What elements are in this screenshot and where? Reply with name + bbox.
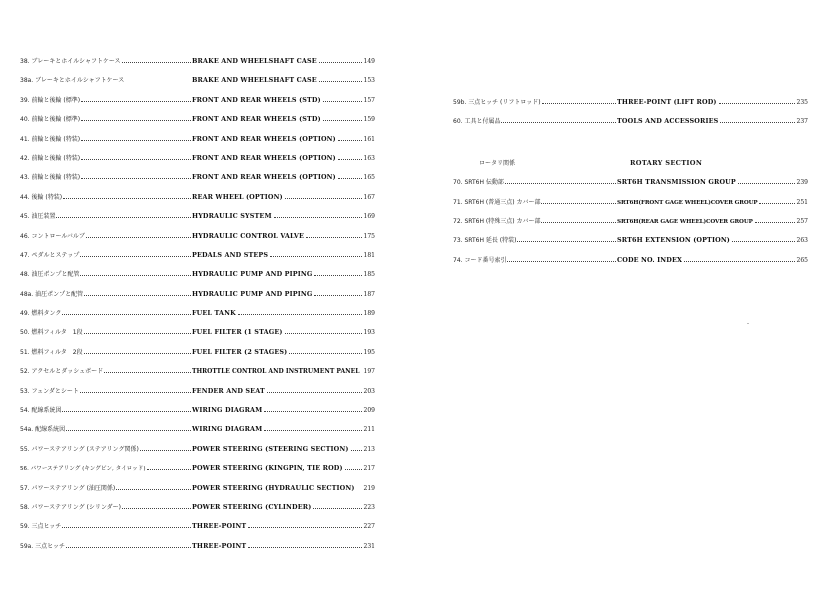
entry-en-title: PEDALS AND STEPS (192, 250, 269, 259)
leader-dots (517, 241, 616, 242)
leader-dots (323, 101, 362, 102)
entry-jp-title: 53. フェンダとシート (20, 387, 79, 395)
entry-en-title: BRAKE AND WHEELSHAFT CASE (192, 57, 317, 65)
leader-dots (248, 547, 361, 548)
index-entry (20, 459, 375, 478)
entry-page-number: 185 (363, 271, 375, 279)
index-entry (20, 440, 375, 459)
leader-dots (732, 241, 795, 242)
entry-en-title: POWER STEERING (HYDRAULIC SECTION) (192, 483, 355, 492)
entry-page-number: 159 (363, 116, 375, 124)
entry-en-title: THROTTLE CONTROL AND INSTRUMENT PANEL (192, 368, 360, 376)
right-column-index (453, 93, 808, 270)
entry-en-title: SRT6H(FRONT GAGE WHEEL)COVER GROUP (617, 199, 758, 206)
leader-dots (264, 430, 361, 431)
index-entry (453, 112, 808, 131)
leader-dots (345, 469, 362, 470)
entry-page-number: 231 (363, 542, 375, 550)
leader-dots (541, 222, 616, 223)
rotary-section-heading (453, 154, 808, 173)
index-entry (20, 71, 375, 90)
leader-dots (338, 178, 362, 179)
leader-dots (270, 256, 361, 257)
leader-dots (738, 183, 795, 184)
entry-en-title: HYDRAULIC CONTROL VALVE (192, 231, 305, 240)
leader-dots (80, 275, 191, 276)
index-entry (20, 110, 375, 129)
index-entry (20, 227, 375, 246)
index-entry (20, 498, 375, 517)
entry-page-number: 251 (796, 198, 808, 206)
entry-page-number: 187 (363, 290, 375, 298)
entry-en-title: HYDRAULIC PUMP AND PIPING (192, 270, 313, 279)
index-entry (453, 93, 808, 112)
entry-en-title: BRAKE AND WHEELSHAFT CASE (192, 76, 317, 85)
entry-page-number: 175 (363, 232, 375, 240)
leader-dots (84, 333, 191, 334)
leader-dots (338, 140, 362, 141)
entry-en-title: FRONT AND REAR WHEELS (OPTION) (192, 153, 336, 162)
entry-page-number: 209 (363, 407, 375, 415)
entry-en-title: FRONT AND REAR WHEELS (STD) (192, 115, 321, 124)
entry-jp-title: 57. パワーステアリング (油圧関係) (20, 484, 116, 492)
entry-jp-title: 40. 前輪と後輪 (標準) (20, 116, 81, 124)
entry-jp-title: 45. 油圧装置 (20, 213, 56, 221)
leader-dots (267, 392, 362, 393)
index-entry (20, 517, 375, 536)
index-entry (20, 265, 375, 284)
entry-page-number: 169 (363, 213, 375, 221)
leader-dots (505, 183, 616, 184)
entry-page-number: 265 (796, 256, 808, 264)
entry-jp-title: 49. 燃料タンク (20, 310, 62, 318)
entry-en-title: TOOLS AND ACCESSORIES (617, 117, 719, 126)
entry-en-title: POWER STEERING (CYLINDER) (192, 502, 312, 511)
entry-jp-title: 38a. ブレーキとホイルシャフトケース (20, 77, 125, 85)
index-entry (453, 212, 808, 231)
leader-dots (264, 411, 361, 412)
entry-page-number: 257 (796, 217, 808, 225)
entry-jp-title: 42. 前輪と後輪 (特装) (20, 154, 81, 162)
entry-page-number: 163 (363, 154, 375, 162)
index-entry (20, 537, 375, 556)
entry-en-title: THREE-POINT (192, 522, 247, 531)
index-entry (20, 343, 375, 362)
entry-jp-title: 73. SRT6H 延長 (特装) (453, 237, 517, 245)
entry-page-number: 195 (363, 348, 375, 356)
index-entry (20, 382, 375, 401)
leader-dots (755, 222, 795, 223)
entry-en-title: FRONT AND REAR WHEELS (OPTION) (192, 134, 336, 143)
entry-page-number: 181 (363, 251, 375, 259)
entry-page-number: 213 (363, 445, 375, 453)
leader-dots (338, 159, 362, 160)
index-entry (20, 168, 375, 187)
leader-dots (285, 198, 362, 199)
leader-dots (507, 261, 616, 262)
leader-dots (81, 101, 191, 102)
entry-en-title: FRONT AND REAR WHEELS (STD) (192, 95, 321, 104)
index-entry (20, 362, 375, 381)
entry-jp-title: 54a. 配線系統図 (20, 426, 66, 434)
index-entry (20, 188, 375, 207)
entry-jp-title: 50. 燃料フィルタ 1段 (20, 329, 83, 337)
index-entry (20, 323, 375, 342)
entry-page-number: 219 (363, 484, 375, 492)
entry-en-title: SRT6H EXTENSION (OPTION) (617, 236, 730, 245)
entry-jp-title: 44. 後輪 (特装) (20, 193, 63, 201)
index-entry (20, 91, 375, 110)
leader-dots (86, 237, 191, 238)
entry-jp-title: 59a. 三点ヒッチ (20, 542, 65, 550)
leader-dots (80, 392, 191, 393)
entry-jp-title: 51. 燃料フィルタ 2段 (20, 348, 83, 356)
entry-page-number: 165 (363, 174, 375, 182)
leader-dots (84, 295, 191, 296)
leader-dots (56, 217, 191, 218)
entry-en-title: SRT6H TRANSMISSION GROUP (617, 178, 736, 187)
leader-dots (319, 81, 362, 82)
index-entry (20, 207, 375, 226)
leader-dots (84, 353, 191, 354)
leader-dots (314, 275, 361, 276)
entry-en-title: HYDRAULIC PUMP AND PIPING (192, 289, 313, 298)
entry-page-number: 203 (363, 387, 375, 395)
entry-jp-title: 43. 前輪と後輪 (特装) (20, 174, 81, 182)
entry-jp-title: 41. 前輪と後輪 (特装) (20, 135, 81, 143)
entry-page-number: 235 (796, 99, 808, 106)
leader-dots (248, 527, 361, 528)
index-entry (453, 193, 808, 212)
leader-dots (62, 411, 191, 412)
leader-dots (63, 198, 191, 199)
leader-dots (351, 450, 362, 451)
index-entry (20, 285, 375, 304)
entry-jp-title: 58. パワーステアリング (シリンダー) (20, 503, 122, 511)
leader-dots (147, 469, 191, 470)
leader-dots (289, 353, 361, 354)
entry-en-title: POWER STEERING (KINGPIN, TIE ROD) (192, 464, 343, 473)
leader-dots (66, 547, 191, 548)
entry-page-number: 189 (363, 310, 375, 318)
leader-dots (80, 256, 191, 257)
entry-jp-title: 56. パワーステアリング (キングピン, タイロッド) (20, 466, 146, 473)
index-entry (20, 304, 375, 323)
entry-page-number: 263 (796, 237, 808, 245)
entry-en-title: THREE-POINT (LIFT ROD) (617, 98, 717, 106)
leader-dots (116, 489, 191, 490)
entry-jp-title: 60. 工具と付属品 (453, 118, 501, 126)
entry-jp-title: 54. 配線系統図 (20, 407, 62, 415)
leader-dots (542, 103, 616, 104)
entry-en-title: FRONT AND REAR WHEELS (OPTION) (192, 173, 336, 182)
entry-page-number: 227 (363, 523, 375, 531)
entry-page-number: 237 (796, 118, 808, 126)
leader-dots (122, 62, 191, 63)
entry-jp-title: 47. ペダルとステップ (20, 251, 80, 259)
index-entry (453, 173, 808, 192)
leader-dots (323, 120, 362, 121)
entry-jp-title: 38. ブレーキとホイルシャフトケース (20, 58, 121, 65)
leader-dots (81, 140, 191, 141)
entry-jp-title: 59b. 三点ヒッチ (リフトロッド) (453, 99, 541, 106)
leader-dots (319, 62, 362, 63)
entry-page-number: 153 (363, 77, 375, 85)
index-entry (20, 130, 375, 149)
entry-page-number: 193 (363, 329, 375, 337)
entry-en-title: FENDER AND SEAT (192, 386, 265, 395)
entry-page-number: 167 (363, 193, 375, 201)
entry-en-title: SRT6H(REAR GAGE WHEEL)COVER GROUP (617, 218, 753, 225)
index-entry (20, 420, 375, 439)
leader-dots (238, 314, 362, 315)
leader-dots (684, 261, 794, 262)
entry-jp-title: 46. コントロールバルブ (20, 232, 85, 240)
entry-jp-title: 55. パワーステアリング (ステアリング関係) (20, 445, 139, 453)
entry-jp-title: 48a. 油圧ポンプと配管 (20, 290, 84, 298)
entry-jp-title: 74. コード番号索引 (453, 256, 507, 264)
entry-en-title: POWER STEERING (STEERING SECTION) (192, 444, 349, 453)
leader-dots (62, 527, 191, 528)
index-entry (20, 246, 375, 265)
entry-en-title: WIRING DIAGRAM (192, 406, 263, 415)
entry-en-title: FUEL FILTER (2 STAGES) (192, 347, 288, 356)
entry-page-number: 197 (363, 368, 375, 376)
entry-en-title: HYDRAULIC SYSTEM (192, 212, 272, 221)
entry-en-title: FUEL FILTER (1 STAGE) (192, 328, 283, 337)
entry-en-title: CODE NO. INDEX (617, 255, 683, 264)
index-entry (20, 479, 375, 498)
entry-en-title: WIRING DIAGRAM (192, 425, 263, 434)
leader-dots (140, 450, 191, 451)
entry-jp-title: 70. SRT6H 伝動部 (453, 179, 504, 187)
entry-page-number: 149 (363, 58, 375, 65)
entry-jp-title: 72. SRT6H (特殊三点) カバー部 (453, 217, 541, 225)
entry-en-title: REAR WHEEL (OPTION) (192, 192, 283, 201)
entry-jp-title: 48. 油圧ポンプと配管 (20, 271, 80, 279)
entry-page-number: 157 (363, 96, 375, 104)
leader-dots (285, 333, 362, 334)
section-en-title: ROTARY SECTION (630, 158, 703, 167)
entry-jp-title: 52. アクセルとダッシュボード (20, 368, 104, 376)
leader-dots (541, 203, 616, 204)
leader-dots (104, 372, 191, 373)
leader-dots (720, 122, 794, 123)
leader-dots (66, 430, 191, 431)
entry-jp-title: 71. SRT6H (普通三点) カバー部 (453, 198, 541, 206)
entry-en-title: THREE-POINT (192, 541, 247, 550)
entry-jp-title: 59. 三点ヒッチ (20, 523, 62, 531)
index-entry (453, 251, 808, 270)
leader-dots (81, 120, 191, 121)
entry-page-number: 239 (796, 179, 808, 187)
index-entry (20, 401, 375, 420)
section-jp-title: ロータリ関係 (479, 159, 516, 167)
leader-dots (306, 237, 361, 238)
leader-dots (62, 314, 191, 315)
leader-dots (314, 295, 361, 296)
entry-page-number: 217 (363, 465, 375, 473)
leader-dots (81, 178, 191, 179)
entry-page-number: 161 (363, 135, 375, 143)
entry-jp-title: 39. 前輪と後輪 (標準) (20, 96, 81, 104)
index-entry (20, 149, 375, 168)
index-entry (20, 52, 375, 71)
leader-dots (719, 103, 795, 104)
entry-page-number: 223 (363, 503, 375, 511)
leader-dots (501, 122, 616, 123)
scan-speck (747, 323, 749, 324)
entry-page-number: 211 (363, 426, 375, 434)
entry-en-title: FUEL TANK (192, 309, 236, 318)
leader-dots (122, 508, 191, 509)
index-entry (453, 231, 808, 250)
leader-dots (313, 508, 361, 509)
leader-dots (759, 203, 794, 204)
left-column-index (20, 52, 375, 556)
leader-dots (81, 159, 191, 160)
leader-dots (274, 217, 362, 218)
